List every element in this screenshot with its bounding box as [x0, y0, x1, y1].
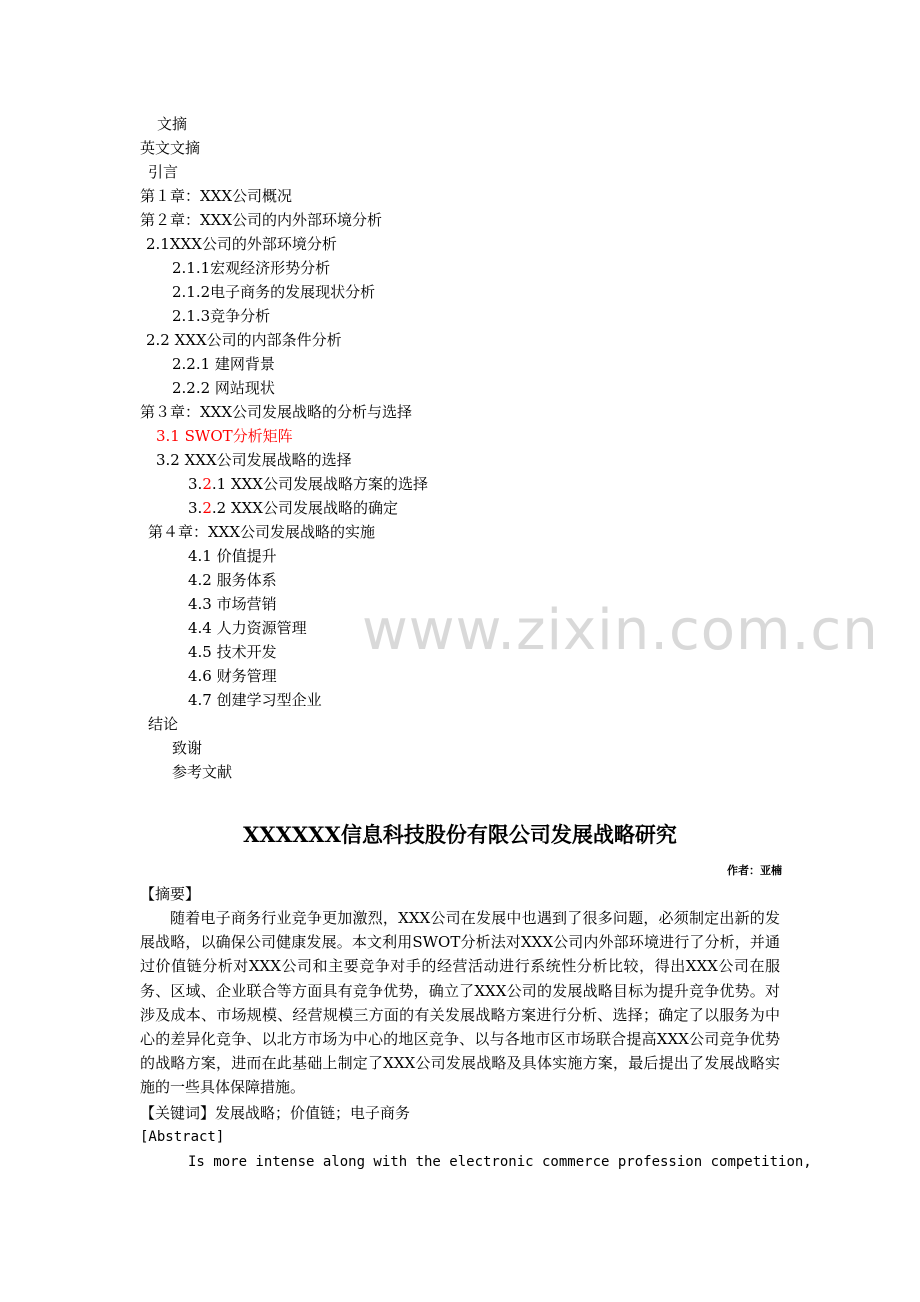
toc-item[interactable]: 4.2 服务体系 — [188, 571, 277, 589]
toc-item[interactable]: 第４章：XXX公司发展战略的实施 — [148, 523, 376, 541]
toc-item[interactable]: 参考文献 — [172, 763, 233, 781]
toc-item[interactable]: 2.2.2 网站现状 — [172, 379, 275, 397]
toc-item[interactable]: 第３章：XXX公司发展战略的分析与选择 — [140, 403, 413, 421]
toc-item[interactable]: 3.2.1 XXX公司发展战略方案的选择 — [188, 475, 428, 493]
toc-item[interactable]: 结论 — [148, 715, 179, 733]
english-abstract-paragraph: Is more intense along with the electronic commerce profession competition, — [188, 1154, 812, 1170]
watermark: www.zixin.com.cn — [362, 598, 879, 663]
author-line: 作者：亚楠 — [727, 864, 782, 877]
toc-item[interactable]: 2.2.1 建网背景 — [172, 355, 275, 373]
toc-item[interactable]: 第１章：XXX公司概况 — [140, 187, 293, 205]
toc-item[interactable]: 4.3 市场营销 — [188, 595, 277, 613]
toc-item[interactable]: 4.5 技术开发 — [188, 643, 277, 661]
toc-item[interactable]: 2.2 XXX公司的内部条件分析 — [146, 331, 342, 349]
keywords-line: 【关键词】发展战略；价值链；电子商务 — [140, 1104, 411, 1122]
english-abstract-heading: [Abstract] — [140, 1129, 225, 1145]
toc-item-highlighted[interactable]: 3.1 SWOT分析矩阵 — [156, 427, 293, 445]
toc-item[interactable]: 3.2 XXX公司发展战略的选择 — [156, 451, 352, 469]
toc-item[interactable]: 2.1.1宏观经济形势分析 — [172, 259, 331, 277]
toc-item[interactable]: 4.6 财务管理 — [188, 667, 277, 685]
abstract-heading: 【摘要】 — [140, 885, 201, 903]
document-title: XXXXXX信息科技股份有限公司发展战略研究 — [243, 822, 677, 847]
toc-item[interactable]: 3.2.2 XXX公司发展战略的确定 — [188, 499, 398, 517]
toc-item[interactable]: 2.1.3竞争分析 — [172, 307, 271, 325]
toc-item[interactable]: 4.4 人力资源管理 — [188, 619, 307, 637]
toc-item[interactable]: 英文文摘 — [140, 139, 201, 157]
toc-item[interactable]: 引言 — [148, 163, 179, 181]
toc-item[interactable]: 4.1 价值提升 — [188, 547, 277, 565]
toc-item[interactable]: 致谢 — [172, 739, 203, 757]
abstract-paragraph: 随着电子商务行业竞争更加激烈，XXX公司在发展中也遇到了很多问题，必须制定出新的发展战略，以确保公司健康发展。本文利用SWOT分析法对XXX公司内外部环境进行了分析，并通过价值链分析对XXX公司和主要竞争对手的经营活动进行系统性分析比较，得出XXX公司在服务、区域、企业联合等方面具有竞争优势，确立了XXX公司的发展战略目标为提升竞争优势。对涉及成本、市场规模、经营规模三方面的有关发展战略方案进行分析、选择；确定了以服务为中心的差异化竞争、以北方市场为中心的地区竞争、以与各地市区市场联合提高XXX公司竞争优势的战略方案，进而在此基础上制定了XXX公司发展战略及具体实施方案，最后提出了发展战略实施的一些具体保障措施。 — [140, 909, 780, 1097]
toc-item[interactable]: 第２章：XXX公司的内外部环境分析 — [140, 211, 383, 229]
toc-item[interactable]: 2.1XXX公司的外部环境分析 — [146, 235, 337, 253]
toc-item[interactable]: 2.1.2电子商务的发展现状分析 — [172, 283, 376, 301]
toc-item[interactable]: 4.7 创建学习型企业 — [188, 691, 322, 709]
toc-item[interactable]: 文摘 — [157, 115, 188, 133]
